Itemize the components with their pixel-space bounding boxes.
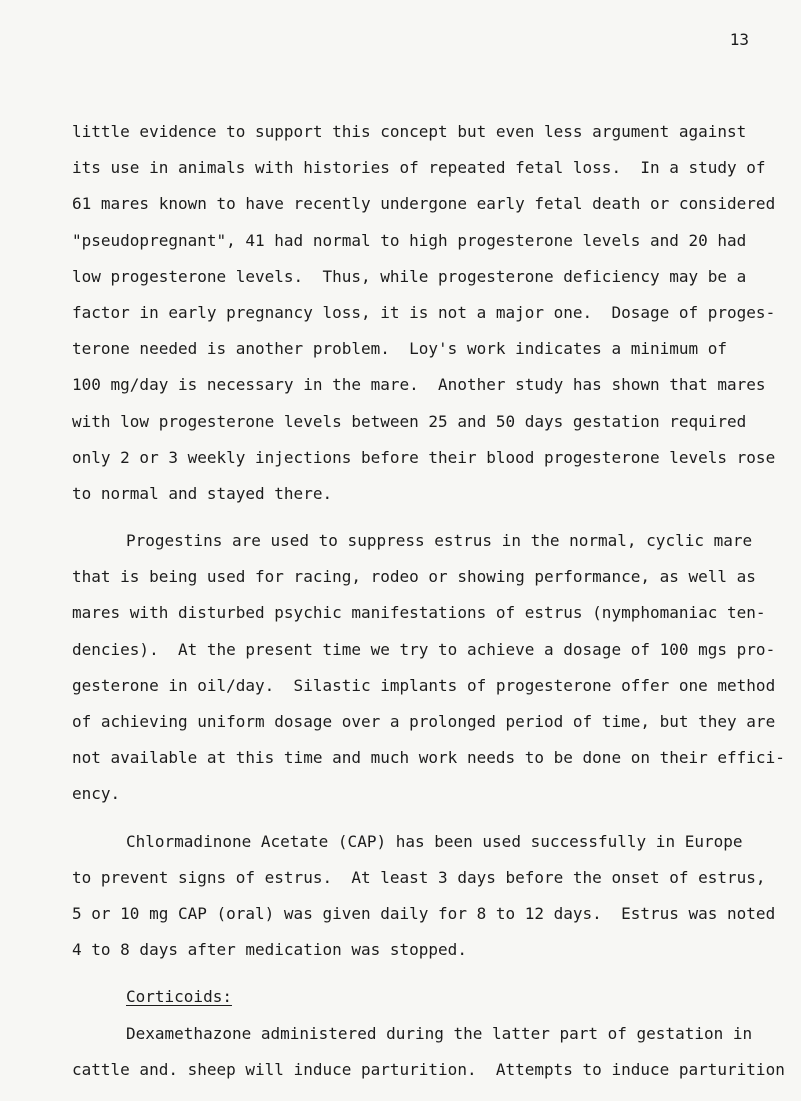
text-line: 100 mg/day is necessary in the mare. Another study has shown that mares	[72, 375, 766, 395]
text-line: 5 or 10 mg CAP (oral) was given daily for 8 to 12 days. Estrus was noted	[72, 903, 776, 923]
text-line: Dexamethazone administered during the latter part of gestation in	[126, 1023, 753, 1043]
text-line: to prevent signs of estrus. At least 3 days before the onset of estrus,	[72, 867, 766, 887]
text-line: dencies). At the present time we try to achieve a dosage of 100 mgs pro-	[72, 639, 776, 659]
text-line: with low progesterone levels between 25 and 50 days gestation required	[72, 411, 747, 431]
text-line: factor in early pregnancy loss, it is not a major one. Dosage of proges-	[72, 302, 776, 322]
page-number: 13	[729, 30, 749, 49]
text-line: 4 to 8 days after medication was stopped.	[72, 940, 467, 960]
text-line: gesterone in oil/day. Silastic implants of progesterone offer one method	[72, 675, 776, 695]
text-line: of achieving uniform dosage over a prolonged period of time, but they are	[72, 712, 776, 731]
paragraph-progestins	[72, 523, 785, 813]
text-line: only 2 or 3 weekly injections before their blood progesterone levels rose	[72, 447, 776, 467]
paragraph-gap	[72, 968, 762, 979]
paragraph-dexamethazone	[72, 1016, 785, 1088]
heading-text: Corticoids:	[126, 987, 232, 1007]
paragraph-gap	[72, 512, 762, 523]
text-line: 61 mares known to have recently undergone early fetal death or considered	[72, 194, 776, 214]
text-line: Progestins are used to suppress estrus in the normal, cyclic mare	[126, 531, 753, 551]
text-line: low progesterone levels. Thus, while progesterone deficiency may be a	[72, 266, 747, 286]
text-line: "pseudopregnant", 41 had normal to high progesterone levels and 20 had	[72, 230, 747, 250]
text-line: terone needed is another problem. Loy's work indicates a minimum of	[72, 339, 728, 359]
paragraph-chlormadinone	[72, 824, 776, 969]
text-line: little evidence to support this concept but even less argument against	[72, 122, 747, 141]
section-heading-corticoids	[72, 979, 762, 1015]
text-line: that is being used for racing, rodeo or showing performance, as well as	[72, 567, 756, 587]
body-text	[72, 114, 785, 1088]
text-line: its use in animals with histories of repeated fetal loss. In a study of	[72, 158, 766, 178]
paragraph-gap	[72, 813, 762, 824]
text-line: ency.	[72, 784, 121, 804]
paragraph-progesterone-evidence	[72, 114, 776, 512]
text-line: to normal and stayed there.	[72, 483, 333, 503]
text-line: not available at this time and much work needs to be done on their effici-	[72, 748, 785, 768]
text-line: mares with disturbed psychic manifestations of estrus (nymphomaniac ten-	[72, 603, 766, 623]
text-line: cattle and. sheep will induce parturition. Attempts to induce parturition	[72, 1059, 785, 1079]
text-line: Chlormadinone Acetate (CAP) has been used successfully in Europe	[126, 831, 743, 851]
